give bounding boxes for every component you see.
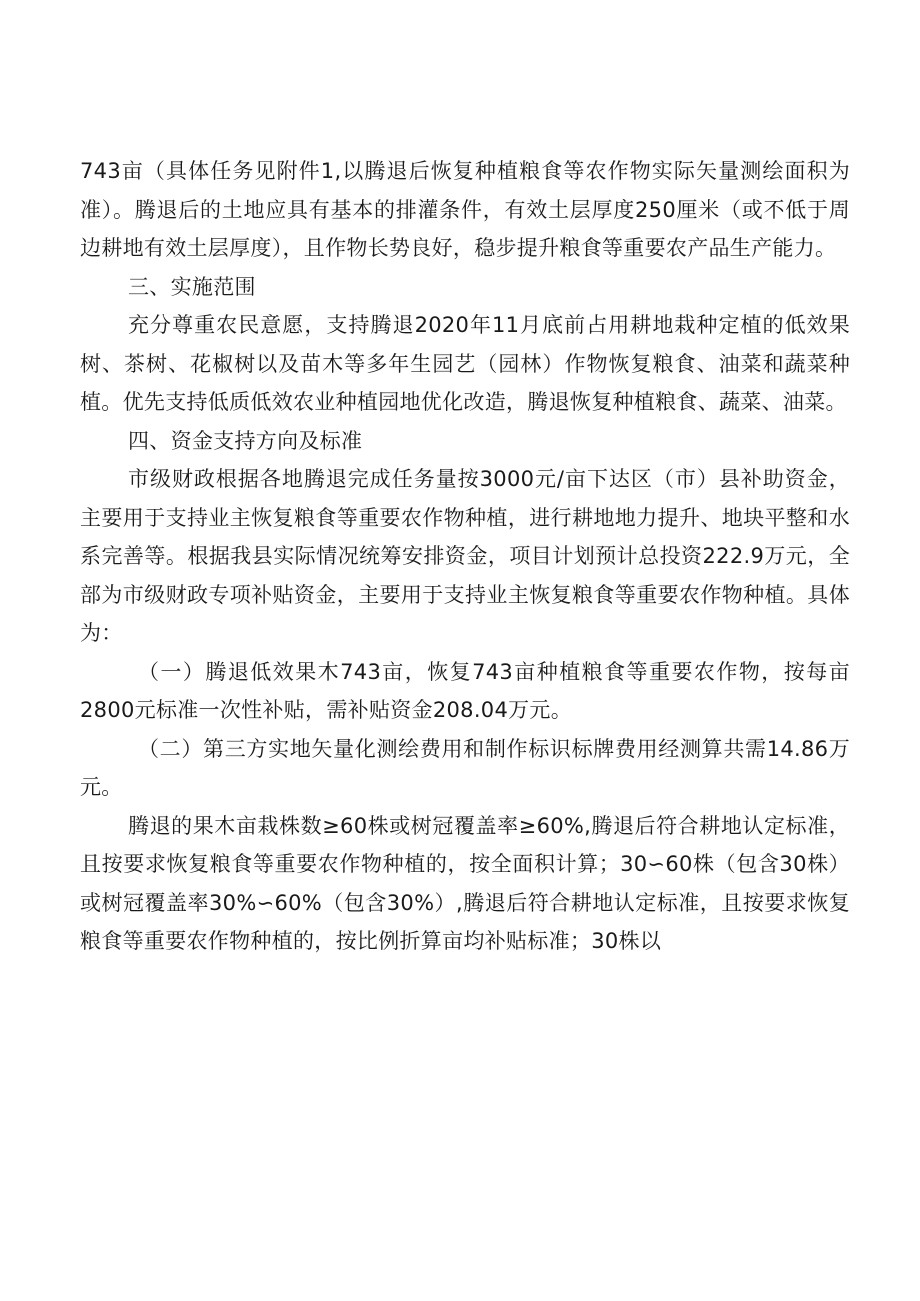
document-body <box>80 152 850 961</box>
paragraph-criteria: 腾退的果木亩栽株数≥60株或树冠覆盖率≥60%,腾退后符合耕地认定标准，且按要求恢复粮食等重要农作物种植的，按全面积计算；30∽60株（包含30株）或树冠覆盖率30%∽60%（包含30%）,腾退后符合耕地认定标准，且按要求恢复粮食等重要农作物种植的，按比例折算亩均补贴标准；30株以 <box>80 813 850 953</box>
section-heading-scope: 三、实施范围 <box>128 274 256 299</box>
paragraph-task-continuation: 743亩（具体任务见附件1,以腾退后恢复种植粮食等农作物实际矢量测绘面积为准）。腾退后的土地应具有基本的排灌条件，有效土层厚度250厘米（或不低于周边耕地有效土层厚度），且作物长势良好，稳步提升粮食等重要农产品生产能力。 <box>80 159 850 260</box>
paragraph-funding: 市级财政根据各地腾退完成任务量按3000元/亩下达区（市）县补助资金，主要用于支持业主恢复粮食等重要农作物种植，进行耕地地力提升、地块平整和水系完善等。根据我县实际情况统筹安排资金，项目计划预计总投资222.9万元，全部为市级财政专项补贴资金，主要用于支持业主恢复粮食等重要农作物种植。具体为： <box>80 467 850 645</box>
paragraph-subitem-2: （二）第三方实地矢量化测绘费用和制作标识标牌费用经测算共需14.86万元。 <box>80 736 850 799</box>
section-heading-funding: 四、资金支持方向及标准 <box>128 428 363 453</box>
paragraph-subitem-1: （一）腾退低效果木743亩，恢复743亩种植粮食等重要农作物，按每亩2800元标准一次性补贴，需补贴资金208.04万元。 <box>80 659 850 722</box>
paragraph-scope: 充分尊重农民意愿，支持腾退2020年11月底前占用耕地栽种定植的低效果树、茶树、花椒树以及苗木等多年生园艺（园林）作物恢复粮食、油菜和蔬菜种植。优先支持低质低效农业种植园地优化改造，腾退恢复种植粮食、蔬菜、油菜。 <box>80 313 850 414</box>
